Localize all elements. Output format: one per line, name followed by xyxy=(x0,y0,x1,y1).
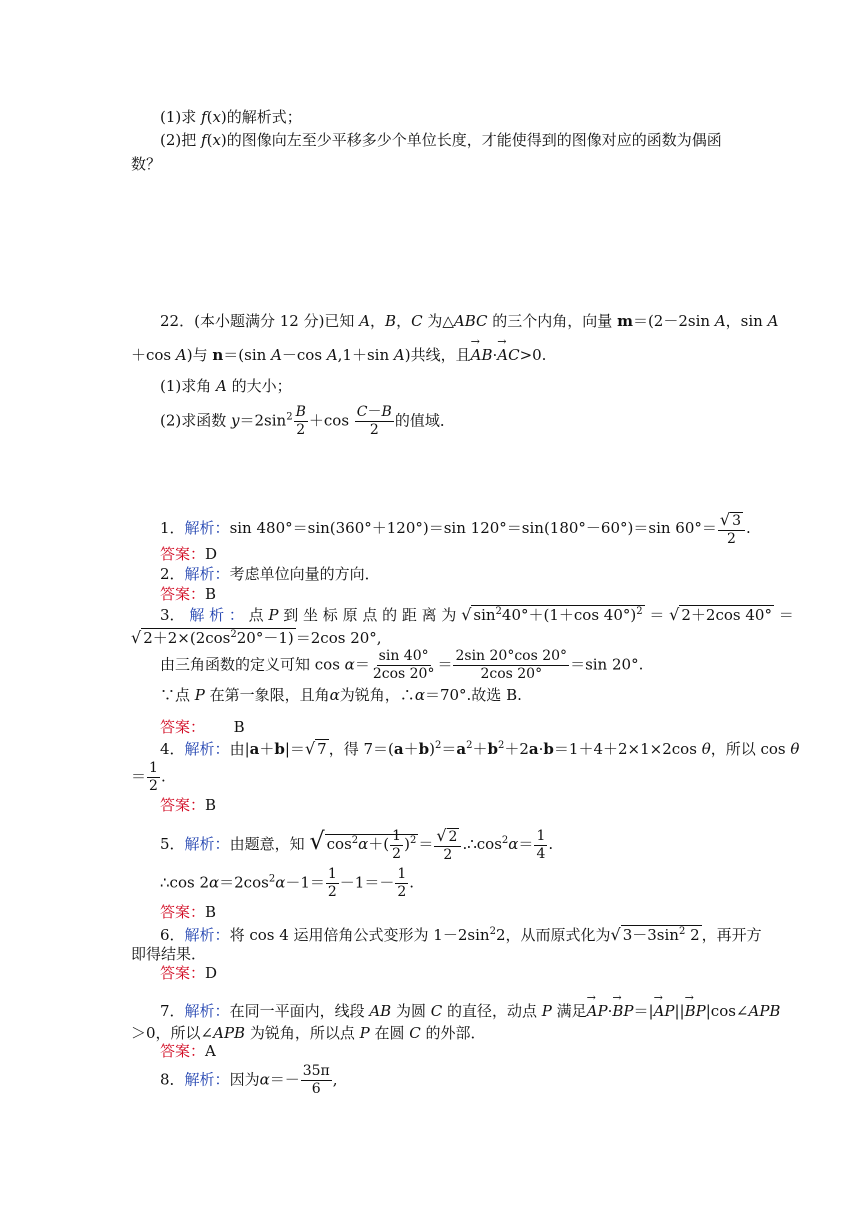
q22-part2: (2)求函数 $y=2\sin^2$ $\frac{B}{2}$ ＋cos $\frac{C-B}{2}$ 的值域． xyxy=(160,404,455,438)
q21-part1: (1)求 f(x)的解析式； xyxy=(160,108,302,126)
answer-4-line2: ＝ $\frac{1}{2}$ . xyxy=(131,760,166,794)
answer-6-line2: 即得结果． xyxy=(131,945,207,963)
answer-6-analysis: 6．解析：将 cos 4 运用倍角公式变形为 $1-2\sin^22$，从而原式化为√ $3-3\sin^2$ 2 ，再开方 xyxy=(160,925,762,944)
answer-7-line2: ＞0，所以∠APB 为锐角，所以点 P 在圆 C 的外部． xyxy=(131,1024,486,1042)
answer-2-result: 答案：B xyxy=(160,585,217,603)
answer-6-result: 答案：D xyxy=(160,964,218,982)
answer-3-line3: 由三角函数的定义可知 cos α＝ $\frac{\sin 40^\circ}{2\cos 20^\circ}$ ＝ $\frac{2\sin 20^\circ\cos 20^\circ}{2\cos 20^\circ}$ ＝sin 20°. xyxy=(160,648,644,682)
answer-8-analysis: 8．解析：因为α＝－ $\frac{35\pi}{6}$ , xyxy=(160,1063,338,1097)
answer-7-result: 答案：A xyxy=(160,1042,216,1060)
answer-3-analysis: 3． 解 析 ： 点 P 到 坐 标 原 点 的 距 离 为 √ $\sin^240^\circ+(1+\cos$ 40°)$^2$ ＝ √ 2＋2cos 40° ＝ xyxy=(160,605,794,624)
answer-4-result: 答案：B xyxy=(160,796,217,814)
answer-4-analysis: 4．解析：由|a＋b|＝√ 7 ，得 $7=(a+b)^2=a^2+b^2+2a\cdot b=1+4+2\times 1\times 2\cos$ θ，所以 cos θ xyxy=(160,739,800,758)
q21-part2-cont: 数？ xyxy=(131,155,162,173)
answer-5-analysis: 5．解析：由题意，知 √ $\cos^2\alpha+$( $\frac{1}{2}$ )$^2$ ＝ $\frac{√ 2}{2}$ $.\therefore\cos^2\alpha=$ $\frac{1}{4}$ . xyxy=(160,826,554,863)
answer-3-line4: ∵点 P 在第一象限，且角α为锐角，∴α＝70°.故选 B. xyxy=(160,686,522,704)
answer-5-result: 答案：B xyxy=(160,903,217,921)
answer-2-analysis: 2．解析：考虑单位向量的方向． xyxy=(160,565,380,583)
answer-3-result: 答案： B xyxy=(160,718,245,736)
answer-7-analysis: 7．解析：在同一平面内，线段 AB 为圆 C 的直径，动点 P 满足→ AP·→ BP＝|→ AP||→ BP|cos∠APB xyxy=(160,1002,780,1022)
q21-part2: (2)把 f(x)的图像向左至少平移多少个单位长度，才能使得到的图像对应的函数为偶函 xyxy=(160,131,722,149)
answer-5-line2: ∴cos $2\alpha=2\cos^2\alpha-1=$ $\frac{1}{2}$ －1＝－ $\frac{1}{2}$ . xyxy=(160,866,415,900)
q22-stem-line1: 22．(本小题满分 12 分)已知 A，B，C 为△ABC 的三个内角，向量 m＝(2－2sin A，sin A xyxy=(160,312,779,330)
answer-1-result: 答案：D xyxy=(160,545,218,563)
answer-3-line2: √ $2+2\times(2\cos^220^\circ-1) =2\cos$ 20°, xyxy=(131,628,382,647)
q22-stem-line2: ＋cos A)与 n＝(sin A－cos A,1＋sin A)共线，且→ AB·→ AC>0. xyxy=(131,346,546,366)
answer-1-analysis: 1．解析：sin 480°＝sin(360°＋120°)＝sin 120°＝sin(180°－60°)＝sin 60°＝ $\frac{√ 3}{2}$ . xyxy=(160,510,751,547)
q22-part1: (1)求角 A 的大小； xyxy=(160,377,292,395)
